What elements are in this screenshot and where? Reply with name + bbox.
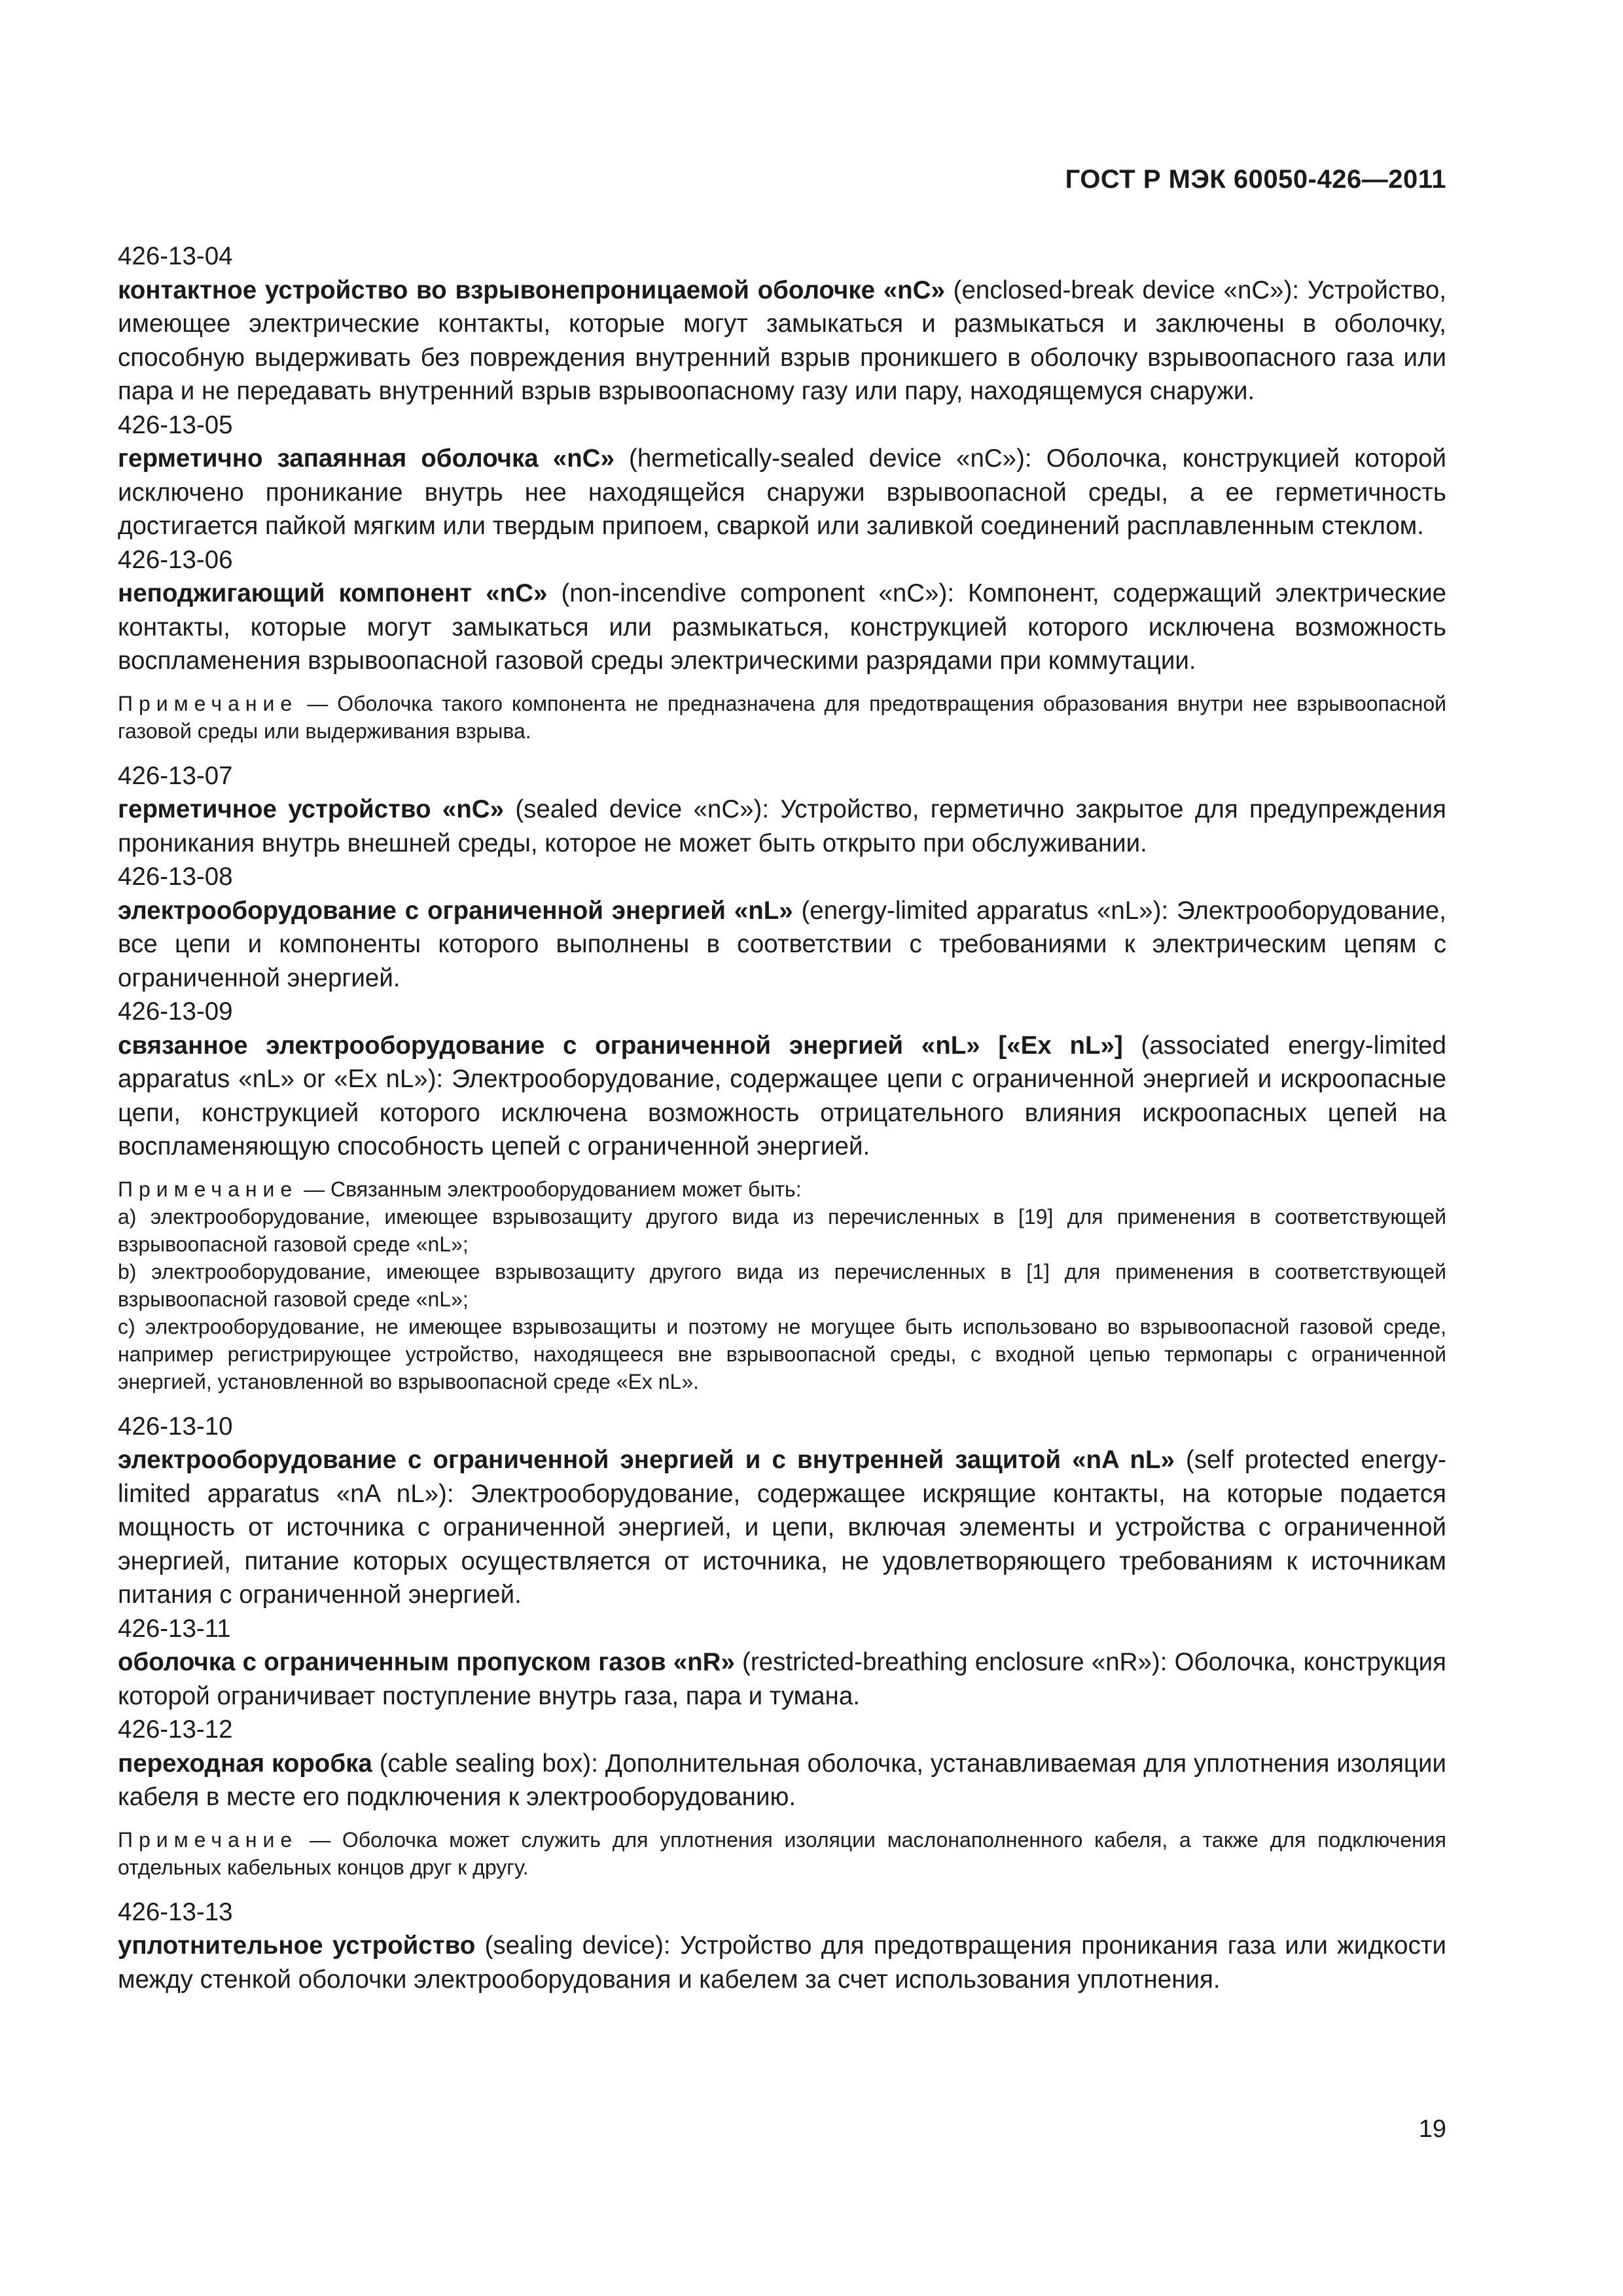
note-list-item: c) электрооборудование, не имеющее взрывозащиты и поэтому не могущее быть использовано во взрывоопасной газовой среде, например регистрирующее устройство, находящееся вне взрывоопасной среды, с входной цепью термопары с ограниченной энергией, установленной во взрывоопасной среде «Ex nL». (118, 1314, 1446, 1393)
note-text: Оболочка такого компонента не предназначена для предотвращения образования внутри нее взрывоопасной газовой среды или выдерживания взрыва. (118, 691, 1447, 743)
note-label: Примечание (118, 1827, 298, 1852)
term-definition: (sealing device): Устройство для предотвращения проникания газа или жидкости между стенкой оболочки электрооборудования и кабелем за счет использования уплотнения. (118, 1931, 1446, 1994)
note-text: Связанным электрооборудованием может быть: (330, 1177, 802, 1201)
term-entry (118, 793, 1446, 860)
note-list-item: b) электрооборудование, имеющее взрывозащиту другого вида из перечисленных в [1] для применения в соответствующей взрывоопасной газовой среде «nL»; (118, 1259, 1446, 1311)
note (118, 1175, 1446, 1395)
entry-code: 426-13-12 (118, 1715, 233, 1744)
page-number: 19 (1418, 2115, 1446, 2143)
term-entry (118, 1645, 1446, 1713)
term-entry (118, 1747, 1446, 1814)
term-name: оболочка с ограниченным пропуском газов «nR» (118, 1648, 735, 1676)
term-definition: (cable sealing box): Дополнительная оболочка, устанавливаемая для уплотнения изоляции кабеля в месте его подключения к электрооборудованию. (118, 1749, 1446, 1811)
document-page (118, 0, 1446, 2296)
term-definition: (enclosed-break device «nC»): Устройство, имеющее электрические контакты, которые могут замыкаться и размыкаться и заключены в оболочку, способную выдерживать без повреждения внутренний взрыв проникшего в оболочку взрывоопасного газа или пара и не передавать внутренний взрыв взрывоопасному газу или пару, находящемуся снаружи. (118, 276, 1446, 405)
term-definition: (non-incendive component «nC»): Компонент, содержащий электрические контакты, которые могут замыкаться или размыкаться, конструкцией которого исключена возможность воспламенения взрывоопасной газовой среды электрическими разрядами при коммутации. (118, 579, 1446, 675)
entry-code: 426-13-11 (118, 1614, 231, 1643)
entry-code: 426-13-07 (118, 761, 233, 790)
note-intro (118, 1175, 1446, 1203)
term-list (118, 240, 1446, 1996)
term-name: уплотнительное устройство (118, 1931, 476, 1960)
entry-code: 426-13-06 (118, 545, 233, 574)
note-list-item: a) электрооборудование, имеющее взрывозащиту другого вида из перечисленных в [19] для применения в соответствующей взрывоопасной газовой среде «nL»; (118, 1204, 1446, 1256)
term-name: электрооборудование с ограниченной энергией «nL» (118, 896, 793, 925)
term-definition: (energy-limited apparatus «nL»): Электрооборудование, все цепи и компоненты которого выполнены в соответствии с требованиями к электрическим цепям с ограниченной энергией. (118, 896, 1446, 992)
note-dash: — (298, 691, 338, 715)
note-dash: — (298, 1177, 330, 1201)
term-entry (118, 1029, 1446, 1164)
note-label: Примечание (118, 691, 298, 715)
term-name: неподжигающий компонент «nC» (118, 579, 548, 607)
term-entry (118, 1929, 1446, 1996)
note-label: Примечание (118, 1177, 298, 1201)
note (118, 690, 1446, 745)
entry-code: 426-13-08 (118, 863, 233, 891)
term-definition: (self protected energy-limited apparatus «nA nL»): Электрооборудование, содержащее искрящие контакты, на которые подается мощность от источника с ограниченной энергией, и цепи, включая элементы и устройства с ограниченной энергией, питание которых осуществляется от источника, не удовлетворяющего требованиям к источникам питания с ограниченной энергией. (118, 1446, 1446, 1609)
term-definition: (restricted-breathing enclosure «nR»): Оболочка, конструкция которой ограничивает поступление внутрь газа, пара и тумана. (118, 1648, 1446, 1710)
term-name: связанное электрооборудование с ограниченной энергией «nL» [«Ex nL»] (118, 1031, 1123, 1060)
term-name: герметичное устройство «nC» (118, 795, 505, 823)
entry-code: 426-13-05 (118, 410, 233, 439)
term-entry (118, 274, 1446, 408)
entry-code: 426-13-04 (118, 242, 233, 270)
term-entry (118, 894, 1446, 996)
term-name: контактное устройство во взрывонепроницаемой оболочке «nC» (118, 276, 945, 304)
term-name: герметично запаянная оболочка «nC» (118, 444, 615, 473)
term-definition: (sealed device «nC»): Устройство, герметично закрытое для предупреждения проникания внутрь внешней среды, которое не может быть открыто при обслуживании. (118, 795, 1447, 857)
term-entry (118, 1443, 1446, 1612)
standard-header: ГОСТ Р МЭК 60050-426—2011 (1065, 165, 1446, 194)
term-name: электрооборудование с ограниченной энергией и с внутренней защитой «nA nL» (118, 1446, 1175, 1474)
term-definition: (hermetically-sealed device «nC»): Оболочка, конструкцией которой исключено проникание внутрь нее находящейся снаружи взрывоопасной среды, а ее герметичность достигается пайкой мягким или твердым припоем, сваркой или заливкой соединений расплавленным стеклом. (118, 444, 1446, 540)
note (118, 1826, 1446, 1881)
term-name: переходная коробка (118, 1749, 372, 1778)
term-entry (118, 577, 1446, 678)
note-dash: — (298, 1827, 342, 1852)
term-definition: (associated energy-limited apparatus «nL» or «Ex nL»): Электрооборудование, содержащее цепи с ограниченной энергией и искроопасные цепи, конструкцией которого исключена возможность отрицательного влияния искроопасных цепей на воспламеняющую способность цепей с ограниченной энергией. (118, 1031, 1446, 1160)
entry-code: 426-13-10 (118, 1412, 233, 1441)
note-text: Оболочка может служить для уплотнения изоляции маслонаполненного кабеля, а также для подключения отдельных кабельных концов друг к другу. (118, 1827, 1447, 1879)
term-entry (118, 442, 1446, 543)
entry-code: 426-13-09 (118, 997, 233, 1026)
entry-code: 426-13-13 (118, 1897, 233, 1926)
